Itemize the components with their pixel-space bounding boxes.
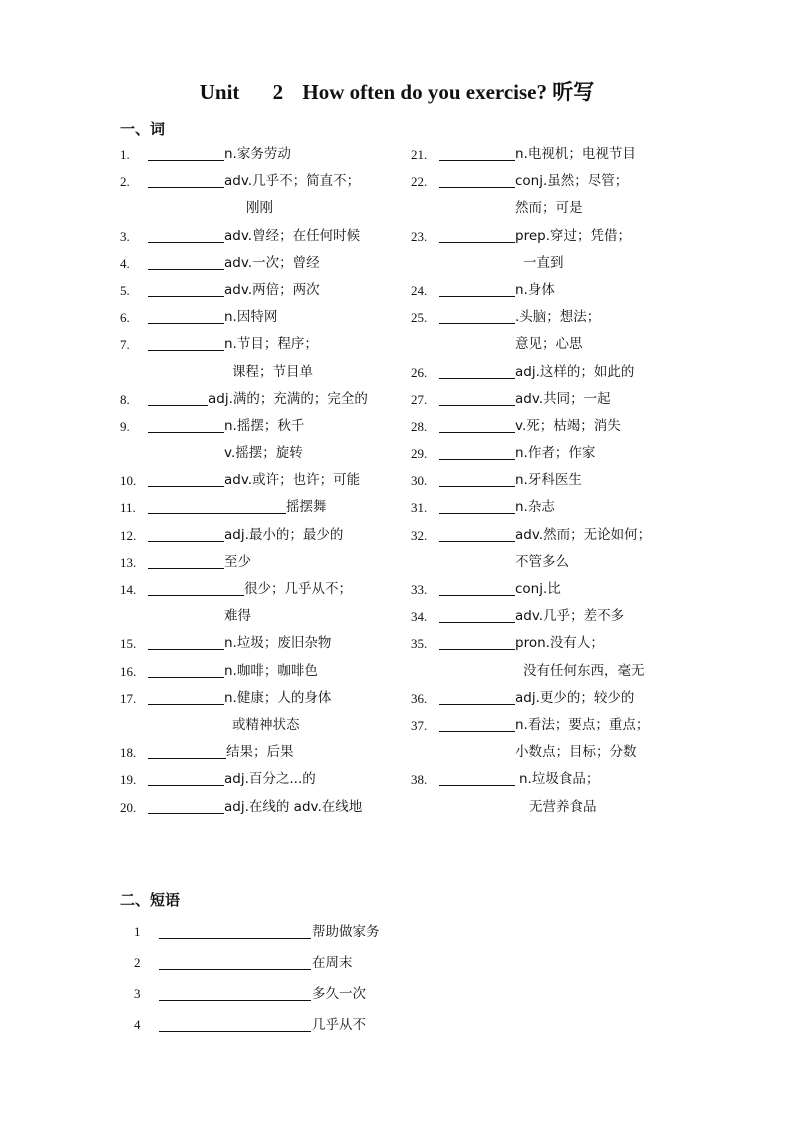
word-definition: n.作者；作家 (515, 445, 596, 462)
item-number: 32. (411, 527, 428, 543)
answer-blank[interactable] (148, 513, 286, 514)
phrase-number: 1 (134, 924, 141, 939)
vocab-row (411, 195, 711, 222)
answer-blank[interactable] (439, 785, 515, 786)
item-number: 28. (411, 418, 428, 434)
vocab-row (120, 386, 420, 413)
word-definition: n.咖啡；咖啡色 (224, 662, 318, 679)
answer-blank[interactable] (159, 969, 311, 970)
vocab-row (120, 141, 420, 168)
item-number: 16. (120, 663, 137, 679)
answer-blank[interactable] (148, 704, 224, 705)
word-definition: adv.曾经；在任何时候 (224, 227, 361, 244)
vocab-row (411, 440, 711, 467)
word-definition: n.牙科医生 (515, 472, 582, 489)
item-number: 29. (411, 446, 428, 462)
word-definition: pron.没有人； (515, 635, 604, 652)
word-definition: adv.然而；无论如何； (515, 526, 652, 543)
item-number: 25. (411, 310, 428, 326)
word-definition: adj.更少的；较少的 (515, 689, 635, 706)
vocab-row (411, 766, 711, 793)
item-number: 24. (411, 282, 428, 298)
answer-blank[interactable] (148, 350, 224, 351)
word-definition: adv.几乎；差不多 (515, 608, 625, 625)
item-number: 8. (120, 391, 130, 407)
word-definition: adj.满的；充满的；完全的 (208, 390, 368, 407)
item-number: 26. (411, 364, 428, 380)
vocab-row (120, 794, 420, 821)
word-definition: 无营养食品 (529, 798, 597, 815)
word-definition: prep.穿过；凭借； (515, 227, 631, 244)
answer-blank[interactable] (439, 595, 515, 596)
word-definition: v.死；枯竭；消失 (515, 417, 621, 434)
phrase-meaning: 在周末 (312, 955, 353, 971)
word-definition: 或精神状态 (232, 716, 300, 733)
answer-blank[interactable] (159, 1000, 311, 1001)
vocab-row (411, 386, 711, 413)
vocab-row (411, 576, 711, 603)
item-number: 12. (120, 527, 137, 543)
word-definition: 意见；心思 (515, 336, 583, 353)
answer-blank[interactable] (148, 677, 224, 678)
item-number: 37. (411, 717, 428, 733)
word-definition: adv.共同；一起 (515, 390, 611, 407)
word-definition: n.摇摆；秋千 (224, 417, 305, 434)
vocab-row (411, 359, 711, 386)
vocab-row (120, 440, 420, 467)
answer-blank[interactable] (439, 296, 515, 297)
word-definition: n.垃圾；废旧杂物 (224, 635, 332, 652)
word-definition: 然而；可是 (515, 200, 583, 217)
word-definition: 摇摆舞 (286, 499, 327, 516)
vocab-row (120, 359, 420, 386)
item-number: 14. (120, 582, 137, 597)
answer-blank[interactable] (439, 405, 515, 406)
word-definition: n.因特网 (224, 309, 278, 326)
item-number: 18. (120, 745, 137, 761)
vocab-row (120, 250, 420, 277)
word-definition: 至少 (224, 553, 251, 570)
item-number: 5. (120, 282, 130, 298)
answer-blank[interactable] (148, 758, 226, 759)
word-definition: 一直到 (523, 254, 564, 271)
vocab-row (120, 223, 420, 250)
vocab-row (411, 494, 711, 521)
item-number: 11. (120, 500, 136, 516)
answer-blank[interactable] (148, 269, 224, 270)
item-number: 38. (411, 772, 428, 788)
answer-blank[interactable] (148, 242, 224, 243)
answer-blank[interactable] (439, 622, 515, 623)
answer-blank[interactable] (148, 187, 224, 188)
item-number: 31. (411, 500, 428, 516)
vocab-row (120, 522, 420, 549)
word-definition: adv.一次；曾经 (224, 254, 320, 271)
vocab-column-right (411, 141, 711, 821)
word-definition: n.身体 (515, 281, 555, 298)
item-number: 4. (120, 255, 130, 271)
vocab-row (411, 168, 711, 195)
item-number: 36. (411, 690, 428, 706)
vocab-row (120, 603, 420, 630)
phrase-number: 4 (134, 1017, 141, 1032)
vocab-row (120, 712, 420, 739)
answer-blank[interactable] (439, 378, 515, 379)
answer-blank[interactable] (439, 187, 515, 188)
answer-blank[interactable] (148, 296, 224, 297)
phrase-number: 2 (134, 955, 141, 970)
phrase-meaning: 几乎从不 (312, 1017, 366, 1033)
vocab-row (411, 685, 711, 712)
title-unit-number: 2 (272, 80, 284, 104)
vocab-row (120, 549, 420, 576)
vocab-row (411, 658, 711, 685)
answer-blank[interactable] (148, 405, 208, 406)
word-definition: n.看法；要点；重点； (515, 716, 650, 733)
vocab-row (120, 685, 420, 712)
vocab-row (411, 630, 711, 657)
vocab-row (411, 739, 711, 766)
answer-blank[interactable] (439, 649, 515, 650)
word-definition: adj.这样的；如此的 (515, 363, 635, 380)
answer-blank[interactable] (159, 1031, 311, 1032)
vocab-row (411, 141, 711, 168)
answer-blank[interactable] (439, 160, 515, 161)
word-definition: 不管多么 (515, 553, 569, 570)
answer-blank[interactable] (148, 813, 224, 814)
answer-blank[interactable] (439, 242, 515, 243)
item-number: 1. (120, 147, 130, 162)
answer-blank[interactable] (148, 785, 224, 786)
phrase-number: 3 (134, 986, 141, 1001)
item-number: 27. (411, 391, 428, 407)
vocab-row (411, 250, 711, 277)
answer-blank[interactable] (148, 323, 224, 324)
answer-blank[interactable] (148, 541, 224, 542)
word-definition: n.家务劳动 (224, 146, 291, 162)
item-number: 23. (411, 228, 428, 244)
item-number: 6. (120, 310, 130, 326)
title-unit: Unit (199, 80, 240, 104)
item-number: 21. (411, 147, 428, 162)
vocab-column-left (120, 141, 420, 821)
answer-blank[interactable] (148, 568, 224, 569)
item-number: 10. (120, 473, 137, 489)
section-heading-phrases: 二、短语 (120, 891, 181, 909)
item-number: 19. (120, 772, 137, 788)
word-definition: v.摇摆；旋转 (224, 445, 303, 462)
answer-blank[interactable] (148, 432, 224, 433)
item-number: 7. (120, 337, 130, 353)
item-number: 22. (411, 174, 428, 190)
answer-blank[interactable] (439, 704, 515, 705)
vocab-row (120, 766, 420, 793)
vocab-row (120, 304, 420, 331)
vocab-row (411, 549, 711, 576)
vocab-row (411, 712, 711, 739)
page-title (0, 76, 794, 106)
title-dictation: 听写 (552, 80, 595, 104)
word-definition: 难得 (224, 608, 251, 625)
word-definition: 课程；节目单 (232, 363, 313, 380)
vocab-row (120, 576, 420, 603)
word-definition: 没有任何东西，毫无 (523, 662, 645, 679)
vocab-row (411, 304, 711, 331)
item-number: 20. (120, 799, 137, 815)
word-definition: 刚刚 (246, 200, 273, 217)
phrase-meaning: 帮助做家务 (312, 924, 380, 940)
vocab-row (411, 223, 711, 250)
word-definition: n.节目；程序； (224, 336, 318, 353)
vocab-row (120, 168, 420, 195)
answer-blank[interactable] (439, 432, 515, 433)
word-definition: n.垃圾食品； (519, 771, 600, 788)
vocab-row (120, 630, 420, 657)
word-definition: adj.在线的 adv.在线地 (224, 798, 363, 815)
vocab-row (120, 331, 420, 358)
title-text: How often do you exercise? (302, 80, 547, 104)
word-definition: adj.最小的；最少的 (224, 526, 344, 543)
item-number: 30. (411, 473, 428, 489)
answer-blank[interactable] (439, 323, 515, 324)
item-number: 2. (120, 174, 130, 190)
vocab-row (120, 739, 420, 766)
item-number: 17. (120, 690, 137, 706)
vocab-row (411, 603, 711, 630)
word-definition: .头脑；想法； (515, 309, 601, 326)
vocab-row (411, 794, 711, 821)
word-definition: 小数点；目标；分数 (515, 744, 637, 761)
vocab-row (120, 494, 420, 521)
vocab-row (411, 277, 711, 304)
word-definition: adv.或许；也许；可能 (224, 472, 361, 489)
word-definition: n.健康；人的身体 (224, 689, 332, 706)
answer-blank[interactable] (148, 649, 224, 650)
item-number: 15. (120, 636, 137, 652)
item-number: 3. (120, 228, 130, 244)
vocab-row (120, 277, 420, 304)
vocab-row (120, 413, 420, 440)
answer-blank[interactable] (148, 160, 224, 161)
vocab-row (411, 522, 711, 549)
answer-blank[interactable] (148, 486, 224, 487)
vocab-row (411, 467, 711, 494)
answer-blank[interactable] (159, 938, 311, 939)
item-number: 34. (411, 609, 428, 625)
word-definition: 结果；后果 (226, 744, 294, 761)
vocab-row (120, 195, 420, 222)
answer-blank[interactable] (439, 541, 515, 542)
vocab-row (120, 658, 420, 685)
word-definition: n.杂志 (515, 499, 555, 516)
answer-blank[interactable] (439, 486, 515, 487)
section-heading-words: 一、词 (120, 120, 166, 138)
vocab-row (411, 413, 711, 440)
word-definition: adv.两倍；两次 (224, 281, 320, 298)
word-definition: 很少；几乎从不； (244, 581, 352, 597)
item-number: 9. (120, 418, 130, 434)
word-definition: n.电视机；电视节目 (515, 146, 636, 162)
answer-blank[interactable] (439, 731, 515, 732)
word-definition: conj.虽然；尽管； (515, 173, 629, 190)
word-definition: adv.几乎不；简直不； (224, 173, 361, 190)
vocab-row (120, 467, 420, 494)
item-number: 13. (120, 554, 137, 570)
answer-blank[interactable] (148, 595, 244, 596)
word-definition: adj.百分之...的 (224, 771, 316, 788)
item-number: 33. (411, 582, 428, 597)
answer-blank[interactable] (439, 459, 515, 460)
item-number: 35. (411, 636, 428, 652)
word-definition: conj.比 (515, 581, 561, 597)
vocab-row (411, 331, 711, 358)
phrase-meaning: 多久一次 (312, 986, 366, 1002)
answer-blank[interactable] (439, 513, 515, 514)
